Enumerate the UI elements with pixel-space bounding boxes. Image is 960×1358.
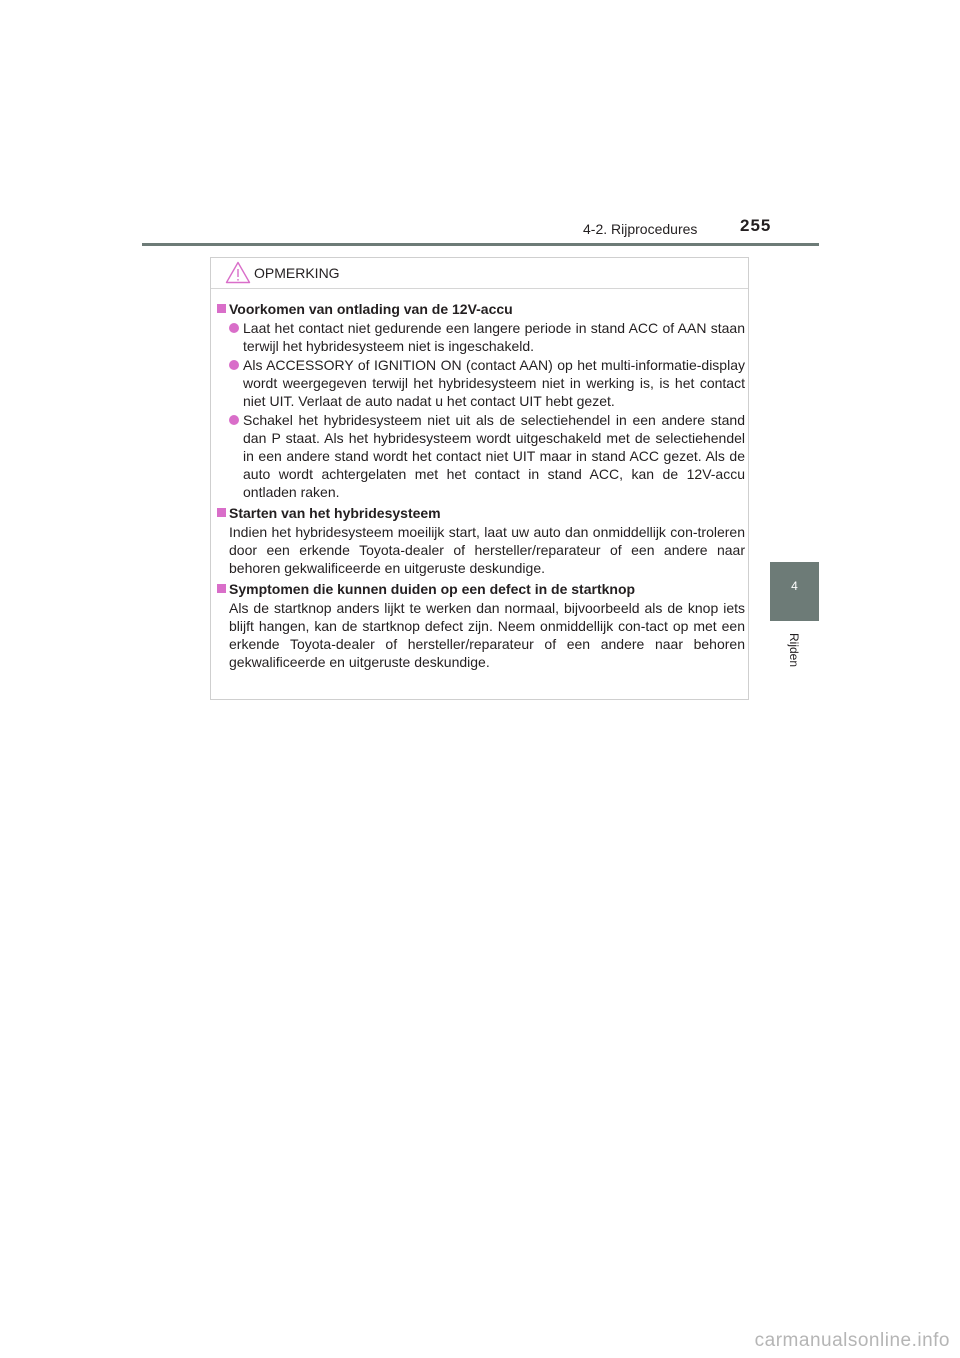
section-heading: Starten van het hybridesysteem [217, 504, 745, 522]
round-bullet-icon [229, 415, 239, 425]
chapter-label: Rijden [787, 632, 801, 668]
header-rule [142, 243, 819, 246]
notice-box [210, 257, 749, 700]
square-bullet-icon [217, 304, 226, 313]
square-bullet-icon [217, 508, 226, 517]
list-item: Als ACCESSORY of IGNITION ON (contact AAN) op het multi-informatie-display wordt weergegeven terwijl het hybridesysteem niet in werking is, is het contact niet UIT. Verlaat de auto nadat u het contact UIT hebt gezet. [217, 356, 745, 410]
section-paragraph: Indien het hybridesysteem moeilijk start, laat uw auto dan onmiddellijk con-troleren door een erkende Toyota-dealer of hersteller/reparateur of een andere naar behoren gekwalificeerde en uitgeruste deskundige. [229, 524, 745, 576]
section-heading: Voorkomen van ontlading van de 12V-accu [217, 300, 745, 318]
watermark: carmanualsonline.info [754, 1330, 950, 1351]
notice-body [217, 300, 745, 674]
round-bullet-icon [229, 360, 239, 370]
notice-title: OPMERKING [254, 265, 340, 281]
section-paragraph: Als de startknop anders lijkt te werken dan normaal, bijvoorbeeld als de knop iets blijft hangen, kan de startknop defect zijn. Neem onmiddellijk con-tact op met een erkende Toyota-dealer of hersteller/reparateur of een andere naar behoren gekwalificeerde en uitgeruste deskundige. [229, 600, 745, 670]
chapter-tab: 4 [770, 562, 819, 621]
header-section-title: 4-2. Rijprocedures [583, 221, 698, 237]
warning-triangle-icon [225, 261, 251, 284]
square-bullet-icon [217, 584, 226, 593]
notice-section [217, 580, 745, 671]
round-bullet-icon [229, 323, 239, 333]
list-item: Laat het contact niet gedurende een langere periode in stand ACC of AAN staan terwijl het hybridesysteem niet is ingeschakeld. [217, 319, 745, 355]
notice-section [217, 504, 745, 577]
notice-header [211, 258, 748, 289]
section-heading: Symptomen die kunnen duiden op een defect in de startknop [217, 580, 745, 598]
page-number: 255 [740, 216, 772, 235]
list-item: Schakel het hybridesysteem niet uit als de selectiehendel in een andere stand dan P staat. Als het hybridesysteem wordt uitgeschakeld met de selectiehendel in een andere stand wordt het contact niet UIT maar in stand ACC gezet. Als de auto wordt achtergelaten met het contact in stand ACC, kan de 12V-accu ontladen raken. [217, 411, 745, 501]
notice-section [217, 300, 745, 501]
